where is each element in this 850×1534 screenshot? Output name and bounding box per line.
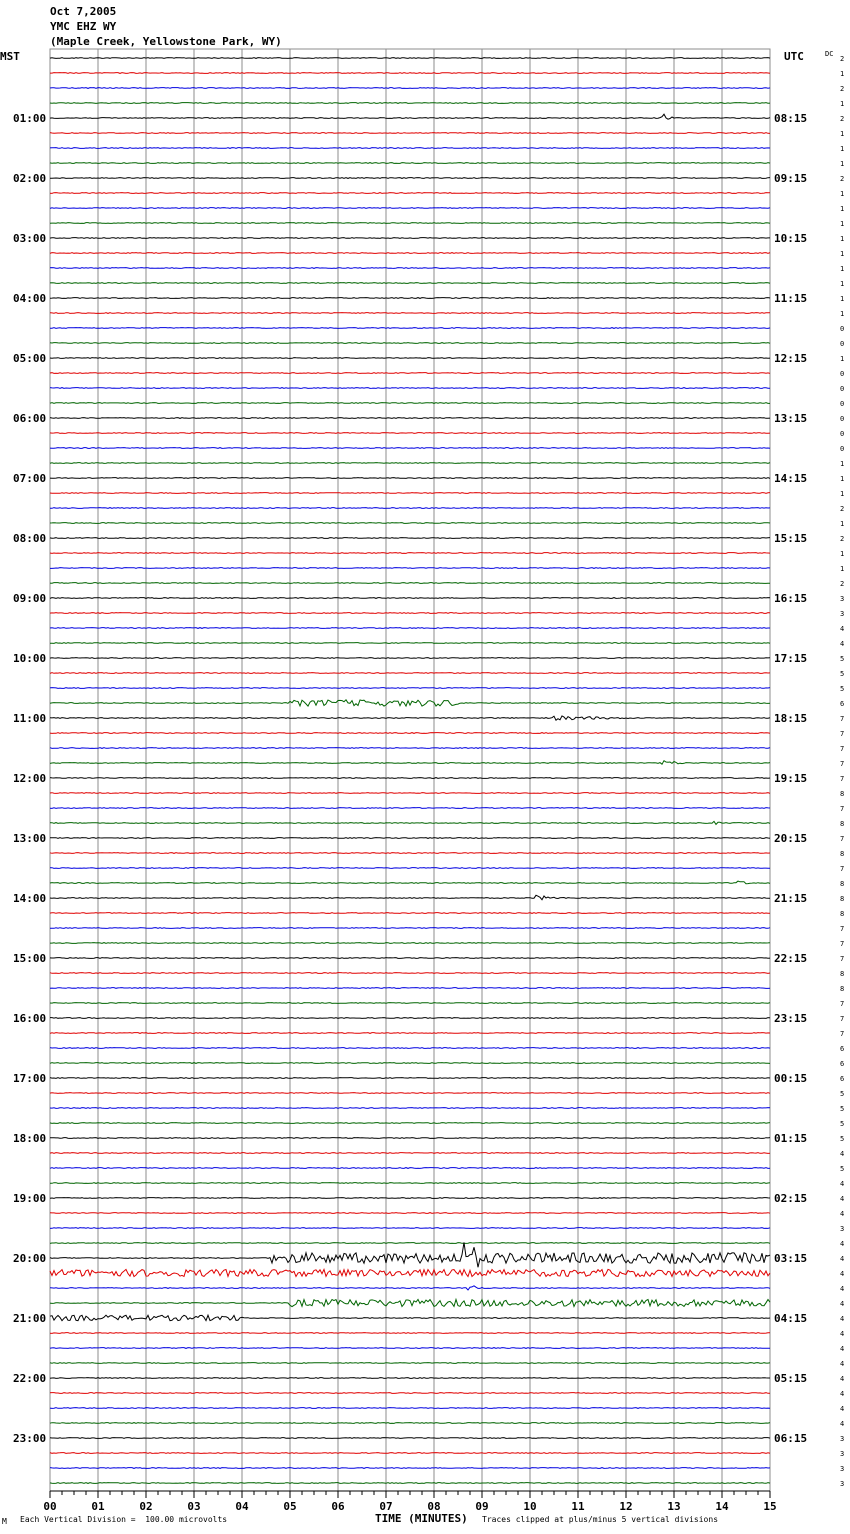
trace-line (50, 1168, 770, 1169)
trace-line (50, 298, 770, 299)
dc-value: 7 (840, 745, 845, 753)
trace-line (50, 598, 770, 599)
dc-value: 4 (840, 1360, 845, 1368)
scale-note: Each Vertical Division = 100.00 microvolts (20, 1515, 228, 1524)
x-tick-label: 08 (427, 1500, 441, 1513)
right-hour-label: 08:15 (774, 112, 808, 125)
dc-value: 6 (840, 1060, 845, 1068)
dc-value: 2 (840, 175, 845, 183)
trace-line (50, 928, 770, 929)
trace-line (50, 73, 770, 74)
x-tick-label: 12 (619, 1500, 633, 1513)
dc-value: 0 (840, 445, 845, 453)
dc-value: 8 (840, 850, 845, 858)
dc-value: 1 (840, 475, 845, 483)
right-hour-label: 02:15 (774, 1192, 808, 1205)
trace-line (50, 1243, 770, 1244)
dc-column-label: DC (825, 50, 834, 58)
dc-value: 1 (840, 70, 845, 78)
right-hour-label: 04:15 (774, 1312, 808, 1325)
dc-value: 1 (840, 130, 845, 138)
trace-line (50, 1299, 770, 1306)
trace-line (50, 463, 770, 464)
dc-value: 2 (840, 115, 845, 123)
dc-value: 3 (840, 610, 845, 618)
left-hour-label: 03:00 (13, 232, 47, 245)
dc-value: 4 (840, 1270, 845, 1278)
dc-value: 7 (840, 865, 845, 873)
dc-value: 7 (840, 760, 845, 768)
trace-line (50, 1108, 770, 1109)
right-hour-label: 06:15 (774, 1432, 808, 1445)
left-hour-label: 02:00 (13, 172, 47, 185)
dc-value: 3 (840, 595, 845, 603)
right-hour-label: 11:15 (774, 292, 808, 305)
trace-line (50, 88, 770, 89)
x-axis-title: TIME (MINUTES) (375, 1512, 468, 1525)
left-hour-label: 08:00 (13, 532, 47, 545)
trace-line (50, 58, 770, 59)
dc-value: 1 (840, 205, 845, 213)
left-hour-label: 15:00 (13, 952, 47, 965)
x-tick-label: 02 (139, 1500, 153, 1513)
dc-value: 5 (840, 1090, 845, 1098)
trace-line (50, 283, 770, 284)
x-tick-label: 13 (667, 1500, 681, 1513)
trace-line (50, 1033, 770, 1034)
left-hour-label: 22:00 (13, 1372, 47, 1385)
dc-value: 7 (840, 925, 845, 933)
x-tick-label: 07 (379, 1500, 393, 1513)
right-hour-label: 21:15 (774, 892, 808, 905)
dc-value: 3 (840, 1450, 845, 1458)
dc-value: 4 (840, 625, 845, 633)
trace-line (50, 1198, 770, 1199)
x-tick-label: 11 (571, 1500, 585, 1513)
trace-line (50, 1363, 770, 1364)
left-timezone-label: MST (0, 50, 20, 63)
dc-value: 2 (840, 580, 845, 588)
right-hour-label: 03:15 (774, 1252, 808, 1265)
dc-value: 0 (840, 370, 845, 378)
dc-value: 1 (840, 160, 845, 168)
dc-value: 3 (840, 1225, 845, 1233)
trace-line (50, 1315, 770, 1321)
trace-line (50, 328, 770, 329)
dc-value: 0 (840, 340, 845, 348)
x-tick-label: 15 (763, 1500, 777, 1513)
trace-line (50, 1286, 770, 1290)
right-hour-label: 05:15 (774, 1372, 808, 1385)
left-hour-label: 21:00 (13, 1312, 47, 1325)
dc-value: 1 (840, 190, 845, 198)
x-tick-label: 00 (43, 1500, 57, 1513)
dc-value: 6 (840, 700, 845, 708)
left-hour-label: 17:00 (13, 1072, 47, 1085)
right-hour-label: 20:15 (774, 832, 808, 845)
left-hour-label: 11:00 (13, 712, 47, 725)
trace-line (50, 761, 770, 765)
trace-line (50, 838, 770, 839)
dc-value: 8 (840, 790, 845, 798)
trace-line (50, 1213, 770, 1214)
dc-value: 1 (840, 550, 845, 558)
dc-value: 5 (840, 1135, 845, 1143)
dc-value: 4 (840, 1285, 845, 1293)
dc-value: 4 (840, 640, 845, 648)
location-label: (Maple Creek, Yellowstone Park, WY) (50, 35, 282, 48)
dc-value: 4 (840, 1375, 845, 1383)
right-hour-label: 01:15 (774, 1132, 808, 1145)
dc-value: 1 (840, 310, 845, 318)
dc-value: 0 (840, 325, 845, 333)
trace-line (50, 881, 770, 884)
trace-line (50, 1348, 770, 1349)
dc-value: 7 (840, 955, 845, 963)
left-hour-label: 23:00 (13, 1432, 47, 1445)
right-hour-label: 19:15 (774, 772, 808, 785)
trace-line (50, 358, 770, 359)
dc-value: 1 (840, 280, 845, 288)
dc-value: 1 (840, 100, 845, 108)
x-tick-label: 14 (715, 1500, 729, 1513)
trace-line (50, 103, 770, 104)
left-hour-label: 05:00 (13, 352, 47, 365)
trace-line (50, 1018, 770, 1019)
x-tick-label: 04 (235, 1500, 249, 1513)
x-tick-label: 06 (331, 1500, 345, 1513)
x-tick-label: 03 (187, 1500, 201, 1513)
dc-value: 7 (840, 730, 845, 738)
left-hour-label: 18:00 (13, 1132, 47, 1145)
right-hour-label: 18:15 (774, 712, 808, 725)
trace-line (50, 1333, 770, 1334)
trace-line (50, 403, 770, 404)
trace-line (50, 821, 770, 824)
trace-line (50, 373, 770, 374)
dc-value: 8 (840, 820, 845, 828)
right-hour-label: 13:15 (774, 412, 808, 425)
left-hour-label: 07:00 (13, 472, 47, 485)
left-hour-label: 16:00 (13, 1012, 47, 1025)
dc-value: 7 (840, 1015, 845, 1023)
trace-line (50, 1228, 770, 1229)
dc-value: 8 (840, 970, 845, 978)
dc-value: 4 (840, 1180, 845, 1188)
dc-value: 5 (840, 1120, 845, 1128)
dc-value: 2 (840, 535, 845, 543)
dc-value: 4 (840, 1315, 845, 1323)
right-hour-label: 15:15 (774, 532, 808, 545)
dc-value: 1 (840, 295, 845, 303)
trace-line (50, 478, 770, 479)
trace-line (50, 538, 770, 539)
trace-line (50, 208, 770, 209)
trace-line (50, 1393, 770, 1394)
trace-line (50, 568, 770, 569)
right-hour-label: 09:15 (774, 172, 808, 185)
right-hour-label: 14:15 (774, 472, 808, 485)
dc-value: 4 (840, 1300, 845, 1308)
dc-value: 7 (840, 1000, 845, 1008)
dc-value: 2 (840, 505, 845, 513)
trace-line (50, 1078, 770, 1079)
dc-value: 1 (840, 565, 845, 573)
trace-line (50, 748, 770, 749)
x-tick-label: 01 (91, 1500, 105, 1513)
trace-line (50, 943, 770, 944)
trace-line (50, 223, 770, 224)
dc-value: 7 (840, 835, 845, 843)
dc-value: 1 (840, 250, 845, 258)
left-hour-label: 14:00 (13, 892, 47, 905)
trace-line (50, 1242, 770, 1267)
dc-value: 1 (840, 520, 845, 528)
dc-value: 1 (840, 355, 845, 363)
trace-line (50, 808, 770, 809)
trace-line (50, 628, 770, 629)
dc-value: 2 (840, 55, 845, 63)
right-hour-label: 10:15 (774, 232, 808, 245)
dc-value: 4 (840, 1405, 845, 1413)
dc-value: 1 (840, 235, 845, 243)
trace-line (50, 388, 770, 389)
left-hour-label: 09:00 (13, 592, 47, 605)
trace-line (50, 448, 770, 449)
trace-line (50, 133, 770, 134)
trace-line (50, 778, 770, 779)
trace-line (50, 868, 770, 869)
dc-value: 5 (840, 1105, 845, 1113)
right-timezone-label: UTC (784, 50, 804, 63)
trace-line (50, 1138, 770, 1139)
dc-value: 1 (840, 490, 845, 498)
trace-group (50, 58, 770, 1484)
dc-value: 1 (840, 220, 845, 228)
trace-line (50, 1093, 770, 1094)
trace-line (50, 1183, 770, 1184)
dc-value: 6 (840, 1075, 845, 1083)
dc-value: 4 (840, 1195, 845, 1203)
trace-line (50, 1438, 770, 1439)
trace-line (50, 1468, 770, 1469)
dc-value: 5 (840, 670, 845, 678)
trace-line (50, 1269, 770, 1276)
dc-value: 4 (840, 1390, 845, 1398)
dc-value: 6 (840, 1045, 845, 1053)
trace-line (50, 114, 770, 119)
dc-value: 4 (840, 1255, 845, 1263)
trace-line (50, 733, 770, 734)
left-hour-label: 10:00 (13, 652, 47, 665)
trace-line (50, 673, 770, 674)
dc-value: 0 (840, 385, 845, 393)
dc-value: 4 (840, 1240, 845, 1248)
dc-value: 5 (840, 655, 845, 663)
dc-value: 8 (840, 985, 845, 993)
dc-value: 3 (840, 1465, 845, 1473)
dc-value: 8 (840, 910, 845, 918)
trace-line (50, 253, 770, 254)
trace-line (50, 1063, 770, 1064)
dc-value: 8 (840, 895, 845, 903)
dc-value: 3 (840, 1480, 845, 1488)
trace-line (50, 178, 770, 179)
corner-mark: M (2, 1517, 7, 1526)
trace-line (50, 658, 770, 659)
trace-line (50, 583, 770, 584)
date-label: Oct 7,2005 (50, 5, 117, 18)
left-hour-label: 01:00 (13, 112, 47, 125)
trace-line (50, 1408, 770, 1409)
dc-value: 1 (840, 265, 845, 273)
trace-line (50, 853, 770, 854)
dc-value: 1 (840, 460, 845, 468)
dc-value: 4 (840, 1345, 845, 1353)
left-hour-label: 04:00 (13, 292, 47, 305)
trace-line (50, 268, 770, 269)
left-hour-label: 06:00 (13, 412, 47, 425)
trace-line (50, 913, 770, 914)
dc-value: 7 (840, 940, 845, 948)
right-hour-label: 23:15 (774, 1012, 808, 1025)
right-hour-label: 16:15 (774, 592, 808, 605)
left-hour-label: 20:00 (13, 1252, 47, 1265)
left-hour-label: 19:00 (13, 1192, 47, 1205)
dc-value: 4 (840, 1210, 845, 1218)
trace-line (50, 523, 770, 524)
x-tick-label: 05 (283, 1500, 297, 1513)
trace-line (50, 613, 770, 614)
trace-line (50, 343, 770, 344)
dc-value: 7 (840, 805, 845, 813)
dc-value: 4 (840, 1420, 845, 1428)
x-axis (43, 1491, 776, 1513)
trace-line (50, 553, 770, 554)
clip-note: Traces clipped at plus/minus 5 vertical divisions (482, 1515, 719, 1524)
dc-value: 3 (840, 1435, 845, 1443)
trace-line (50, 958, 770, 959)
trace-line (50, 1483, 770, 1484)
dc-value: 1 (840, 145, 845, 153)
trace-line (50, 988, 770, 989)
right-hour-label: 00:15 (774, 1072, 808, 1085)
trace-line (50, 163, 770, 164)
trace-line (50, 700, 770, 706)
trace-line (50, 433, 770, 434)
trace-line (50, 895, 770, 899)
dc-value: 8 (840, 880, 845, 888)
station-label: YMC EHZ WY (50, 20, 117, 33)
trace-line (50, 643, 770, 644)
trace-line (50, 1048, 770, 1049)
dc-value: 7 (840, 1030, 845, 1038)
x-tick-label: 10 (523, 1500, 537, 1513)
trace-line (50, 1003, 770, 1004)
dc-value: 5 (840, 685, 845, 693)
trace-line (50, 193, 770, 194)
right-hour-label: 22:15 (774, 952, 808, 965)
dc-value: 5 (840, 1165, 845, 1173)
trace-line (50, 508, 770, 509)
left-hour-label: 12:00 (13, 772, 47, 785)
x-tick-label: 09 (475, 1500, 489, 1513)
trace-line (50, 688, 770, 689)
dc-value: 2 (840, 85, 845, 93)
trace-line (50, 973, 770, 974)
right-hour-label: 12:15 (774, 352, 808, 365)
trace-line (50, 1423, 770, 1424)
trace-line (50, 716, 770, 720)
trace-line (50, 793, 770, 794)
left-hour-label: 13:00 (13, 832, 47, 845)
trace-line (50, 493, 770, 494)
dc-value: 4 (840, 1150, 845, 1158)
trace-line (50, 1378, 770, 1379)
trace-line (50, 148, 770, 149)
dc-value: 0 (840, 430, 845, 438)
trace-line (50, 313, 770, 314)
trace-line (50, 1123, 770, 1124)
trace-line (50, 1153, 770, 1154)
dc-value: 4 (840, 1330, 845, 1338)
trace-line (50, 1453, 770, 1454)
trace-line (50, 418, 770, 419)
dc-value: 7 (840, 775, 845, 783)
dc-value: 0 (840, 415, 845, 423)
trace-line (50, 238, 770, 239)
dc-value: 7 (840, 715, 845, 723)
dc-value: 0 (840, 400, 845, 408)
right-hour-label: 17:15 (774, 652, 808, 665)
